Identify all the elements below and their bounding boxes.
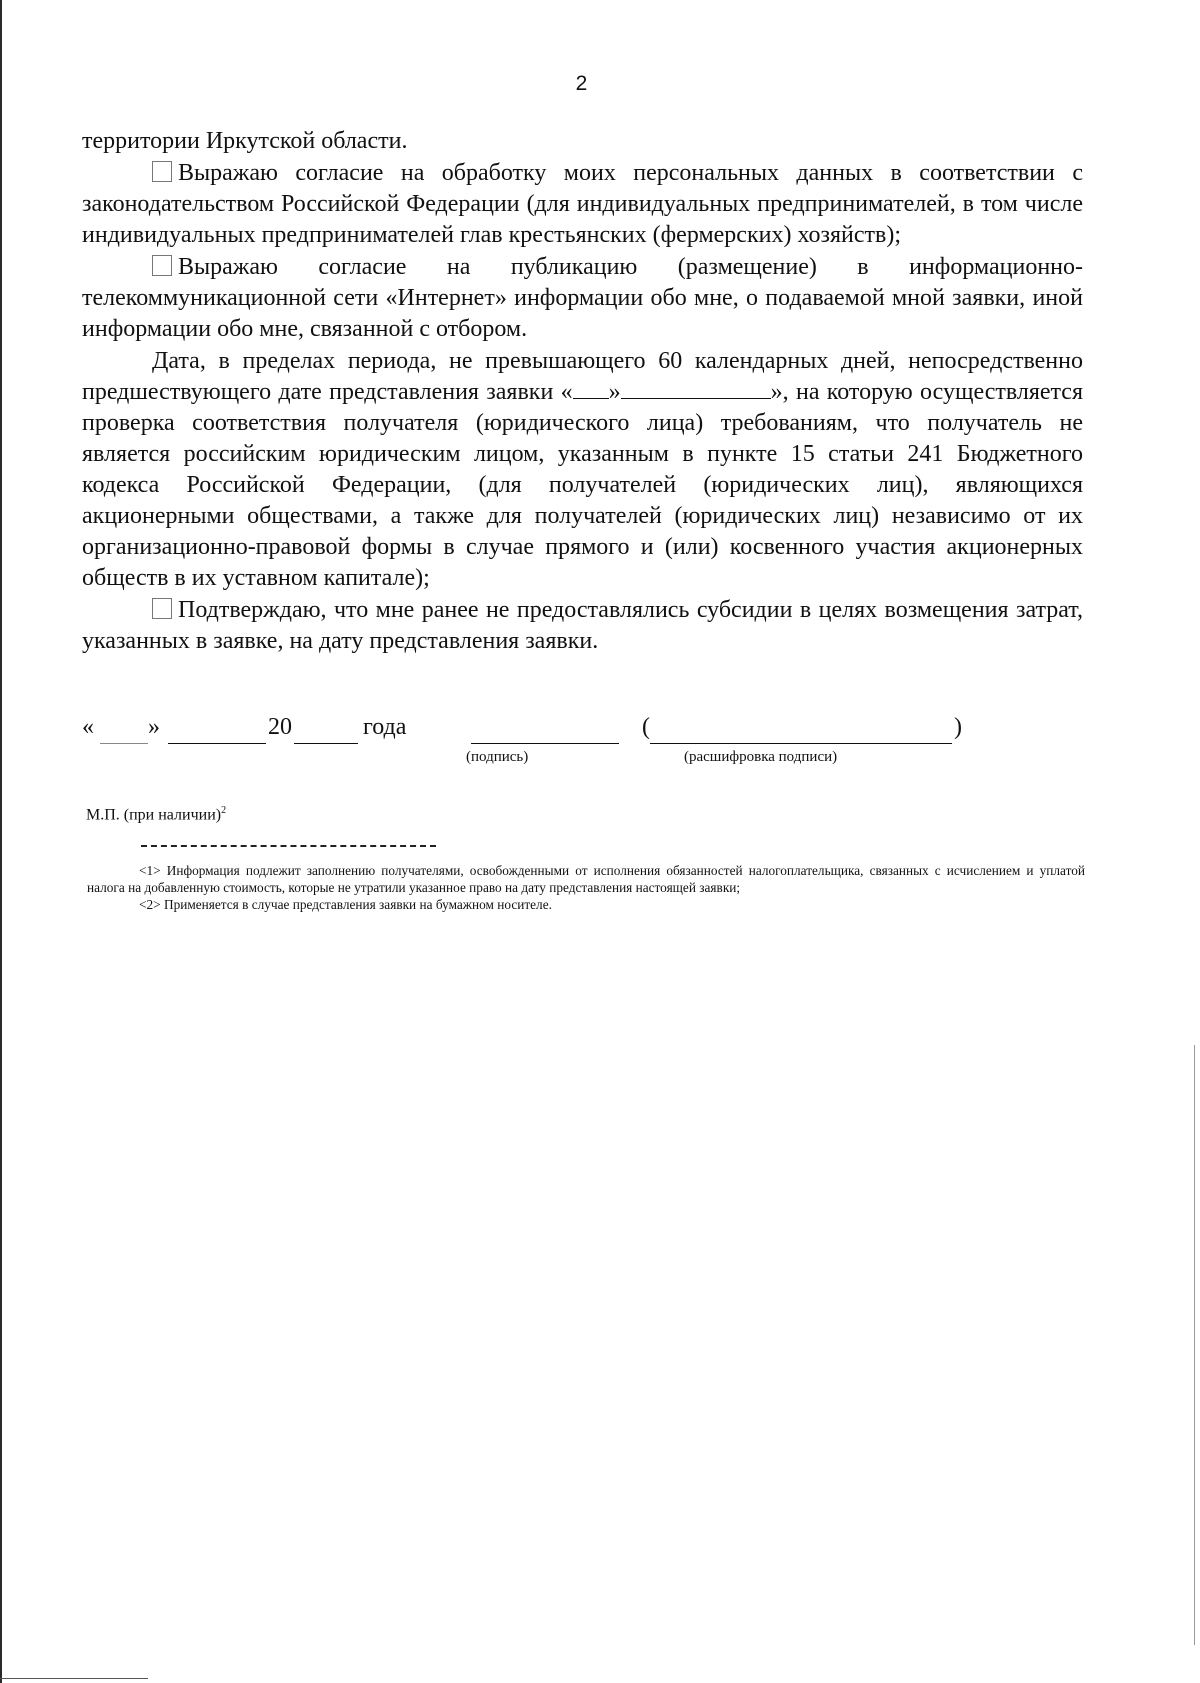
signature-year-field[interactable] — [294, 743, 358, 744]
subsidy-confirmation-checkbox[interactable] — [152, 598, 172, 619]
year-suffix: года — [363, 714, 407, 740]
paragraph-subsidy-confirmation — [82, 595, 1083, 657]
paragraph-date-check — [82, 346, 1083, 594]
stamp-text: М.П. (при наличии) — [86, 806, 222, 824]
subsidy-confirmation-text: Подтверждаю, что мне ранее не предоставлялись субсидии в целях возмещения затрат, указанных в заявке, на дату представления заявки. — [82, 597, 1083, 654]
scan-right-edge — [1194, 1045, 1195, 1645]
decoding-caption: (расшифровка подписи) — [684, 749, 838, 765]
footnote-2: <2> Применяется в случае представления заявки на бумажном носителе. — [139, 897, 552, 912]
date-check-quote-close: » — [608, 379, 621, 405]
date-quote-open: « — [82, 714, 94, 740]
footnotes — [87, 862, 1085, 913]
document-body — [82, 126, 1083, 657]
footnote-separator — [141, 845, 436, 847]
footnote-1: <1> Информация подлежит заполнению получателями, освобожденными от исполнения обязанностей налогоплательщика, связанных с исчислением и уплатой налога на добавленную стоимость, которые не утратили указанное право на дату представления настоящей заявки; — [87, 863, 1085, 895]
signature-field[interactable] — [471, 743, 619, 744]
scan-bottom-rule — [0, 1678, 148, 1679]
signature-row — [82, 714, 1082, 774]
signature-month-field[interactable] — [168, 743, 266, 744]
paragraph-consent-publication — [82, 252, 1083, 345]
application-month-field[interactable] — [621, 378, 771, 399]
signature-caption: (подпись) — [466, 749, 529, 765]
date-check-text-rest: на которую осуществляется проверка соответствия получателя (юридического лица) требованиям, что получатель не является российским юридическим лицом, указанным в пункте 15 статьи 241 Бюджетного кодекса Российской Федерации, (для получателей (юридических лиц), являющихся акционерными обществами, а также для получателей (юридических лиц) независимо от их организационно-правовой формы в случае прямого и (или) косвенного участия акционерных обществ в их уставном капитале); — [82, 379, 1083, 591]
page-number: 2 — [575, 72, 588, 95]
consent-publication-checkbox[interactable] — [152, 255, 172, 276]
scan-left-edge — [0, 0, 2, 1683]
date-check-text-start: Дата, в пределах периода, не превышающего 60 календарных дней, непосредственно предшествующего дате представления заявки « — [82, 348, 1083, 405]
paragraph-territory: территории Иркутской области. — [82, 128, 408, 154]
consent-publication-text: Выражаю согласие на публикацию (размещение) в информационно-телекоммуникационной сети «Интернет» информации обо мне, о подаваемой мной заявки, иной информации обо мне, связанной с отбором. — [82, 254, 1083, 342]
date-check-quote-end: », — [770, 379, 789, 405]
stamp-label — [86, 805, 226, 824]
paragraph-consent-personal-data — [82, 158, 1083, 251]
signature-decoding-field[interactable] — [650, 743, 952, 744]
consent-personal-data-text: Выражаю согласие на обработку моих персональных данных в соответствии с законодательством Российской Федерации (для индивидуальных предпринимателей, в том числе индивидуальных предпринимателей глав крестьянских (фермерских) хозяйств); — [82, 160, 1083, 248]
signature-day-field[interactable] — [100, 743, 148, 744]
decoding-paren-close: ) — [954, 714, 962, 740]
decoding-paren-open: ( — [642, 714, 650, 740]
stamp-footnote-ref: 2 — [221, 805, 227, 816]
consent-personal-data-checkbox[interactable] — [152, 161, 172, 182]
date-quote-close: » — [148, 714, 160, 740]
application-day-field[interactable] — [573, 378, 609, 399]
year-prefix: 20 — [268, 714, 292, 740]
